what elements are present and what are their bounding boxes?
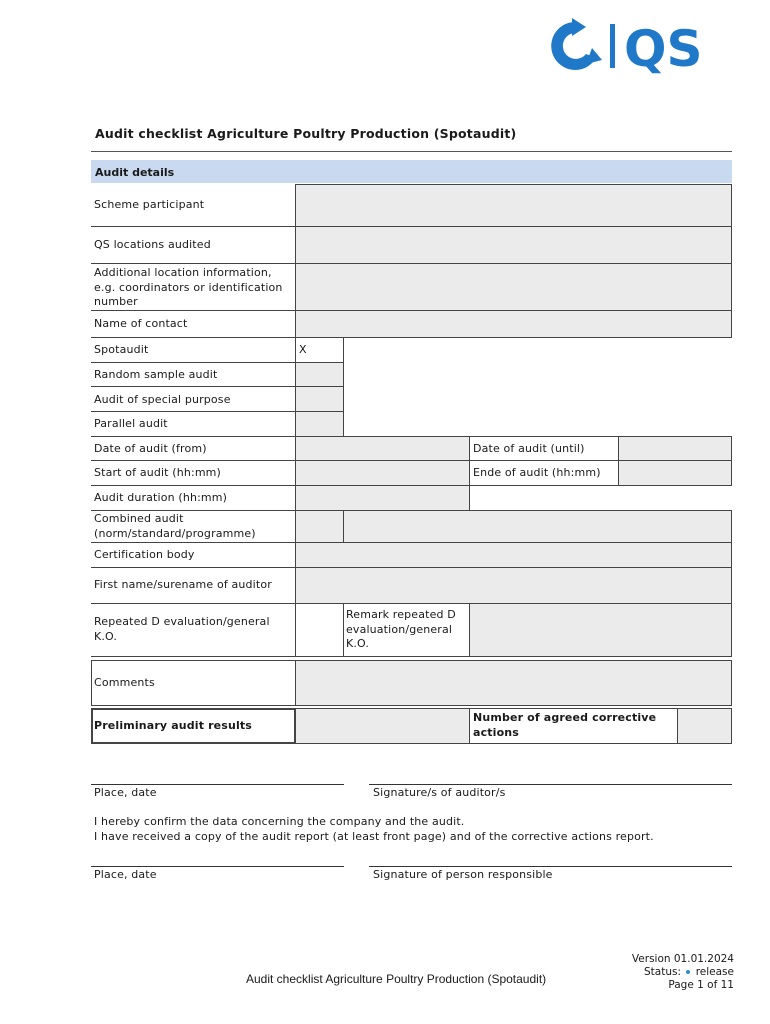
- label-special-purpose: Audit of special purpose: [94, 393, 231, 406]
- row-divider: [91, 386, 295, 387]
- footer-title: Audit checklist Agriculture Poultry Production (Spotaudit): [246, 972, 547, 986]
- label-start: Start of audit (hh:mm): [94, 466, 221, 479]
- row-divider: [91, 411, 295, 412]
- footer-status-value: release: [695, 966, 734, 978]
- label-repeated-d: Repeated D evaluation/general K.O.: [94, 615, 270, 643]
- confirm-text-1: I hereby confirm the data concerning the company and the audit.: [94, 815, 465, 828]
- agreed-actions-field[interactable]: [677, 708, 732, 744]
- label-auditor-name: First name/surename of auditor: [94, 578, 272, 591]
- comments-field[interactable]: [295, 660, 732, 706]
- row-divider: [91, 460, 295, 461]
- row-divider: [91, 656, 295, 657]
- additional-location-field[interactable]: [295, 263, 732, 311]
- label-date-from: Date of audit (from): [94, 442, 207, 455]
- row-divider: [91, 263, 295, 264]
- logo-text: QS: [624, 20, 703, 74]
- status-dot-icon: [686, 970, 690, 974]
- footer-status-label: Status:: [644, 966, 682, 978]
- auditor-name-field[interactable]: [295, 567, 732, 604]
- qs-logo: [546, 18, 734, 74]
- label-scheme-participant: Scheme participant: [94, 198, 205, 211]
- confirm-text-2: I have received a copy of the audit report (at least front page) and of the corrective actions report.: [94, 830, 654, 843]
- row-divider: [91, 542, 295, 543]
- row-divider: [91, 485, 295, 486]
- repeated-d-cell[interactable]: [295, 603, 344, 657]
- label-comments: Comments: [94, 676, 155, 689]
- label-additional-location: Additional location information, e.g. coordinators or identification number: [94, 266, 283, 308]
- section-header: Audit details: [91, 160, 732, 183]
- label-combined: Combined audit (norm/standard/programme): [94, 512, 256, 540]
- qs-locations-field[interactable]: [295, 226, 732, 264]
- label-duration: Audit duration (hh:mm): [94, 491, 228, 504]
- label-responsible-signature: Signature of person responsible: [373, 868, 553, 881]
- label-remark-repeated-d: Remark repeated D evaluation/general K.O.: [346, 608, 456, 650]
- row-divider: [91, 310, 295, 311]
- scheme-participant-field[interactable]: [295, 184, 732, 227]
- label-preliminary: Preliminary audit results: [94, 719, 252, 732]
- random-sample-checkbox[interactable]: [295, 362, 344, 387]
- footer-status: [632, 966, 734, 979]
- label-parallel-audit: Parallel audit: [94, 417, 168, 430]
- combined-checkbox[interactable]: [295, 510, 344, 543]
- remark-repeated-d-field[interactable]: [469, 603, 732, 657]
- label-place-date-2: Place, date: [94, 868, 157, 881]
- footer-version: Version 01.01.2024: [631, 953, 734, 965]
- preliminary-field[interactable]: [295, 708, 470, 744]
- parallel-audit-checkbox[interactable]: [295, 411, 344, 437]
- place-date-line-2: [91, 866, 344, 867]
- date-from-field[interactable]: [295, 436, 470, 461]
- name-of-contact-field[interactable]: [295, 310, 732, 338]
- row-divider: [91, 510, 295, 511]
- special-purpose-checkbox[interactable]: [295, 386, 344, 412]
- row-divider: [91, 362, 295, 363]
- label-random-sample: Random sample audit: [94, 368, 218, 381]
- place-date-line-1: [91, 784, 344, 785]
- combined-field[interactable]: [343, 510, 732, 543]
- label-spotaudit: Spotaudit: [94, 343, 149, 356]
- spotaudit-checkbox[interactable]: X: [295, 337, 344, 363]
- label-end: Ende of audit (hh:mm): [473, 466, 601, 479]
- row-divider: [91, 337, 295, 338]
- end-field[interactable]: [618, 460, 732, 486]
- duration-field[interactable]: [295, 485, 470, 511]
- start-field[interactable]: [295, 460, 470, 486]
- label-qs-locations: QS locations audited: [94, 238, 211, 251]
- row-divider: [91, 226, 295, 227]
- label-certification-body: Certification body: [94, 548, 195, 561]
- responsible-signature-line: [369, 866, 732, 867]
- row-divider: [91, 436, 295, 437]
- date-until-field[interactable]: [618, 436, 732, 461]
- title-divider: [91, 151, 732, 152]
- footer-meta: [632, 953, 734, 992]
- label-date-until: Date of audit (until): [473, 442, 585, 455]
- row-divider: [91, 603, 295, 604]
- footer-page: Page 1 of 11: [668, 979, 734, 991]
- label-place-date-1: Place, date: [94, 786, 157, 799]
- label-auditor-signature: Signature/s of auditor/s: [373, 786, 506, 799]
- certification-body-field[interactable]: [295, 542, 732, 568]
- label-agreed-actions: Number of agreed corrective actions: [473, 711, 657, 739]
- row-divider: [91, 567, 295, 568]
- page-title: Audit checklist Agriculture Poultry Production (Spotaudit): [95, 126, 517, 141]
- auditor-signature-line: [369, 784, 732, 785]
- label-name-of-contact: Name of contact: [94, 317, 188, 330]
